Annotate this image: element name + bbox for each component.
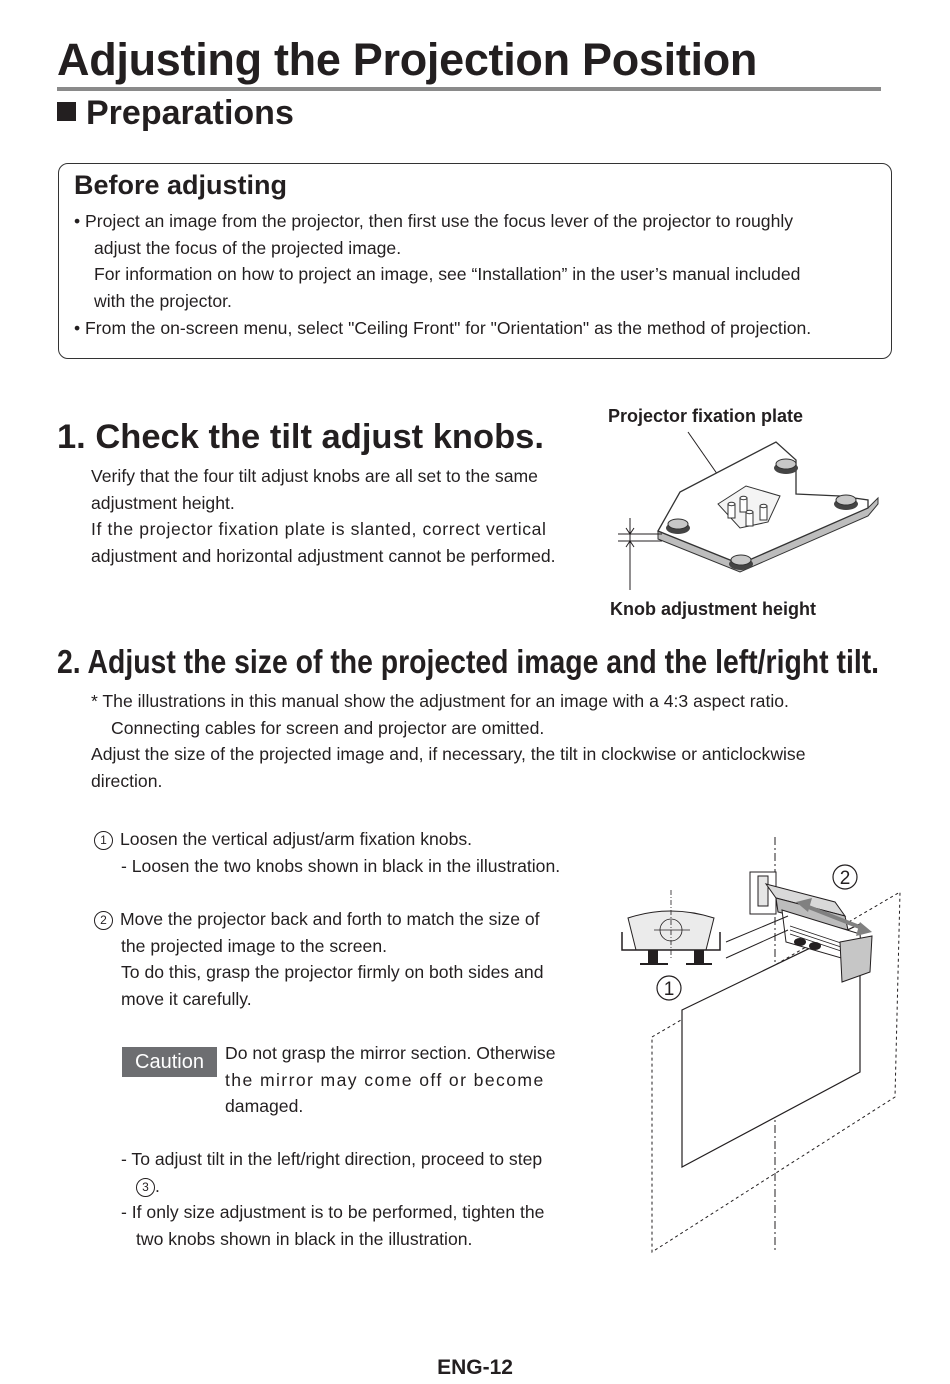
fig-label-knob-height: Knob adjustment height: [610, 599, 816, 619]
text-line: adjustment height.: [91, 492, 235, 513]
detail-knob-black: [648, 950, 658, 964]
caution-text: [225, 1040, 594, 1120]
boss-top: [746, 510, 753, 513]
step1-body: [91, 463, 594, 569]
text-line: the mirror may come off or become: [225, 1069, 545, 1090]
boss-top: [740, 496, 747, 499]
caution-badge: Caution: [122, 1047, 217, 1077]
knob: [774, 459, 798, 474]
text-line: - Loosen the two knobs shown in black in the illustration.: [121, 855, 561, 876]
before-bullet-1: [74, 208, 880, 314]
detail-leader: [726, 916, 788, 942]
screen: [682, 924, 860, 1167]
mirror: [840, 936, 872, 982]
circled-number-1: 1: [94, 831, 113, 850]
detail-leader: [726, 930, 788, 958]
leader-line: [688, 432, 720, 478]
text-line: For information on how to project an image, see “Installation” in the user’s manual included: [94, 264, 801, 285]
preparations-label: Preparations: [86, 94, 294, 132]
text-line: Do not grasp the mirror section. Otherwise: [225, 1043, 556, 1063]
text-line: * The illustrations in this manual show the adjustment for an image with a 4:3 aspect ratio.: [91, 691, 789, 711]
substep-1: [94, 826, 594, 879]
boss-top: [760, 504, 767, 507]
text-line: move it carefully.: [121, 988, 252, 1009]
text-line: If the projector fixation plate is slanted, correct vertical: [91, 519, 547, 540]
step2-note: [91, 688, 895, 741]
step2-body: [91, 741, 895, 794]
text-line: Loosen the vertical adjust/arm fixation knobs.: [120, 829, 473, 849]
knob: [666, 519, 690, 534]
text-line: - To adjust tilt in the left/right direction, proceed to step: [121, 1149, 543, 1169]
knob: [729, 555, 753, 570]
fixation-knob-black: [809, 942, 821, 950]
boss-top: [728, 502, 735, 505]
text-line: .: [155, 1175, 160, 1196]
knob: [834, 495, 858, 510]
text-line: Move the projector back and forth to match the size of: [120, 909, 540, 929]
fixation-knob-black: [794, 938, 806, 946]
text-line: Connecting cables for screen and projector are omitted.: [111, 717, 545, 738]
substep-2: [94, 906, 594, 1012]
text-line: adjustment and horizontal adjustment cannot be performed.: [91, 545, 556, 566]
height-dimension: [618, 518, 662, 590]
text-line: the projected image to the screen.: [121, 935, 388, 956]
square-bullet-icon: [57, 102, 76, 121]
circled-number-3: 3: [136, 1178, 155, 1197]
bracket-plate: [758, 876, 768, 906]
before-bullet-2: • From the on-screen menu, select "Ceiling Front" for "Orientation" as the method of projection.: [74, 318, 812, 338]
text-line: direction.: [91, 770, 163, 791]
projector-screen-figure: [610, 832, 910, 1257]
text-line: damaged.: [225, 1096, 304, 1117]
text-line: two knobs shown in black in the illustration.: [136, 1228, 473, 1249]
page-title: Adjusting the Projection Position: [57, 34, 758, 85]
detail-knob-black: [694, 950, 704, 964]
text-line: Verify that the four tilt adjust knobs are all set to the same: [91, 466, 538, 486]
step2-title: 2. Adjust the size of the projected image and the left/right tilt.: [57, 643, 880, 680]
section-heading-preparations: [57, 94, 294, 133]
fixation-plate-figure: [600, 400, 890, 630]
text-line: with the projector.: [94, 290, 232, 311]
fig-label-fixation-plate: Projector fixation plate: [608, 406, 804, 426]
before-adjusting-title: Before adjusting: [74, 170, 288, 200]
marker-2-label: 2: [839, 868, 851, 889]
text-line: To do this, grasp the projector firmly on both sides and: [121, 962, 544, 983]
text-line: • Project an image from the projector, then first use the focus lever of the projector to roughly: [74, 211, 794, 231]
text-line: Adjust the size of the projected image and, if necessary, the tilt in clockwise or anticlockwise: [91, 744, 806, 764]
title-rule: [57, 87, 881, 91]
arrow-right-head-icon: [856, 922, 872, 936]
step2-notes: [121, 1146, 594, 1252]
step1-title: 1. Check the tilt adjust knobs.: [57, 418, 544, 456]
text-line: adjust the focus of the projected image.: [94, 237, 402, 258]
page-number: ENG-12: [437, 1356, 513, 1379]
circled-number-2: 2: [94, 911, 113, 930]
marker-1-label: 1: [663, 979, 675, 1000]
text-line: - If only size adjustment is to be performed, tighten the: [121, 1202, 545, 1223]
